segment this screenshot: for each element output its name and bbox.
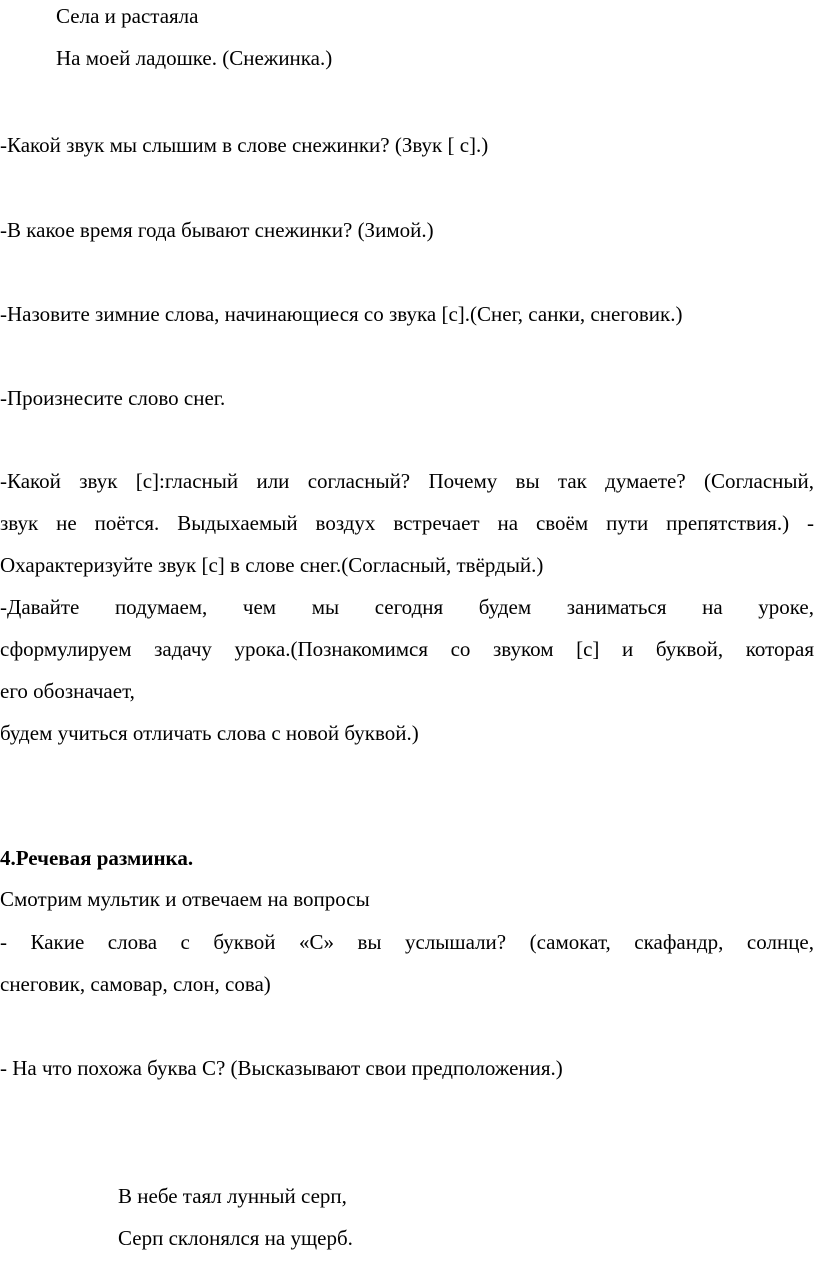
question-line: -Какой звук [с]:гласный или согласный? Почему вы так думаете? (Согласный, [0, 469, 814, 493]
question-line: снеговик, самовар, слон, сова) [0, 972, 271, 996]
poem-line: Села и растаяла [56, 4, 199, 28]
question-line: -Какой звук мы слышим в слове снежинки? (Звук [ с].) [0, 133, 489, 157]
poem-line: На моей ладошке. (Снежинка.) [56, 46, 333, 70]
question-line: его обозначает, [0, 679, 135, 703]
question-line: сформулируем задачу урока.(Познакомимся со звуком [с] и буквой, которая [0, 637, 814, 661]
question-line: -В какое время года бывают снежинки? (Зимой.) [0, 218, 434, 242]
question-line: - На что похожа буква С? (Высказывают свои предположения.) [0, 1056, 563, 1080]
question-line: -Назовите зимние слова, начинающиеся со звука [с].(Снег, санки, снеговик.) [0, 302, 683, 326]
question-line: -Произнесите слово снег. [0, 386, 226, 410]
question-line: -Давайте подумаем, чем мы сегодня будем заниматься на уроке, [0, 595, 814, 619]
question-line: Охарактеризуйте звук [с] в слове снег.(Согласный, твёрдый.) [0, 553, 544, 577]
section-heading: 4.Речевая разминка. [0, 846, 194, 870]
question-line: - Какие слова с буквой «С» вы услышали? (самокат, скафандр, солнце, [0, 930, 814, 954]
poem-line: В небе таял лунный серп, [118, 1184, 347, 1208]
poem-line: Серп склонялся на ущерб. [118, 1226, 353, 1250]
question-line: будем учиться отличать слова с новой буквой.) [0, 721, 419, 745]
section-intro: Смотрим мультик и отвечаем на вопросы [0, 887, 370, 911]
question-line: звук не поётся. Выдыхаемый воздух встречает на своём пути препятствия.) - [0, 511, 814, 535]
